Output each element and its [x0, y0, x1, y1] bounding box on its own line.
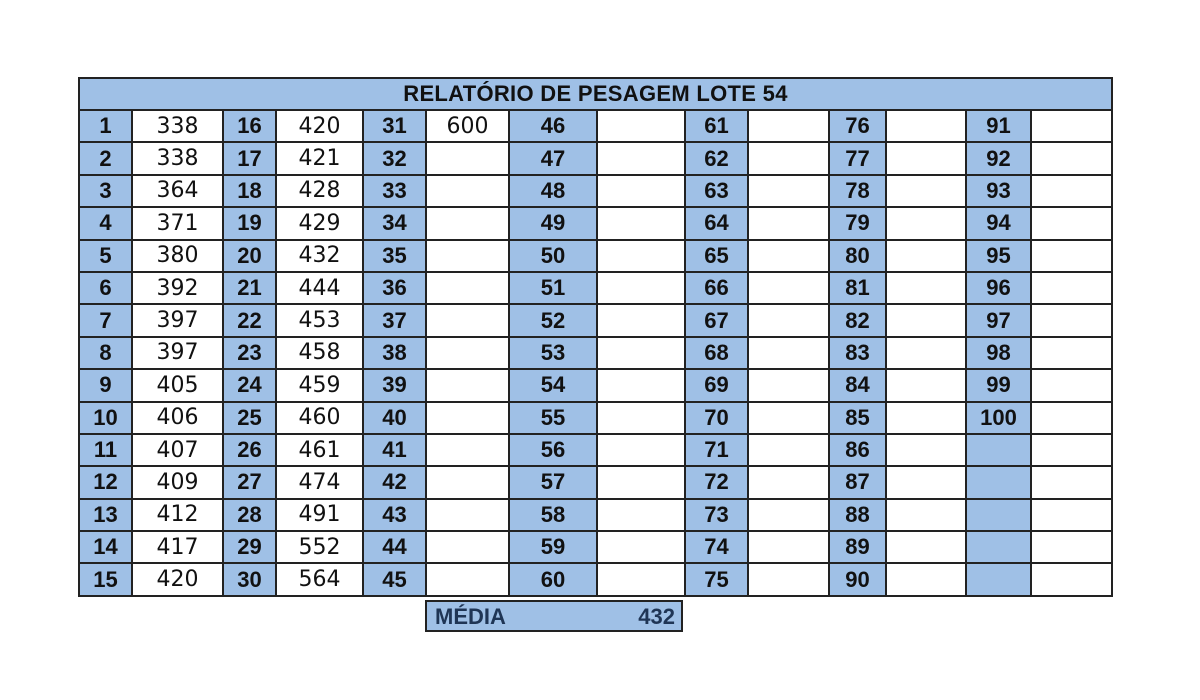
- table-row: [79, 402, 1112, 434]
- weight-cell: 444: [276, 272, 363, 304]
- weight-cell: [748, 175, 829, 207]
- weight-cell: [1031, 499, 1112, 531]
- animal-number-cell: 85: [829, 402, 886, 434]
- animal-number-cell: 74: [685, 531, 748, 563]
- weight-cell: [597, 304, 685, 336]
- weight-cell: [1031, 531, 1112, 563]
- animal-number-cell: 5: [79, 240, 132, 272]
- weight-cell: [1031, 142, 1112, 174]
- weight-cell: [426, 563, 509, 595]
- weight-cell: [748, 369, 829, 401]
- weighing-table: [78, 77, 1113, 597]
- animal-number-cell: 78: [829, 175, 886, 207]
- animal-number-cell: 93: [966, 175, 1031, 207]
- animal-number-cell: 1: [79, 110, 132, 142]
- weight-cell: [597, 110, 685, 142]
- weighing-report: [78, 77, 1113, 597]
- animal-number-cell: 87: [829, 466, 886, 498]
- weight-cell: [426, 434, 509, 466]
- table-row: [79, 369, 1112, 401]
- table-row: [79, 175, 1112, 207]
- animal-number-cell: 19: [223, 207, 276, 239]
- weight-cell: 564: [276, 563, 363, 595]
- weight-cell: [748, 110, 829, 142]
- weight-cell: [886, 142, 966, 174]
- animal-number-cell: 26: [223, 434, 276, 466]
- animal-number-cell: 89: [829, 531, 886, 563]
- weight-cell: 420: [132, 563, 223, 595]
- table-row: [79, 434, 1112, 466]
- report-title: RELATÓRIO DE PESAGEM LOTE 54: [79, 78, 1112, 110]
- animal-number-cell: 92: [966, 142, 1031, 174]
- animal-number-cell: 67: [685, 304, 748, 336]
- animal-number-cell: 59: [509, 531, 597, 563]
- animal-number-cell: 94: [966, 207, 1031, 239]
- weight-cell: 397: [132, 337, 223, 369]
- weight-cell: [597, 272, 685, 304]
- animal-number-cell: 76: [829, 110, 886, 142]
- animal-number-cell: [966, 499, 1031, 531]
- weight-cell: 417: [132, 531, 223, 563]
- animal-number-cell: 24: [223, 369, 276, 401]
- animal-number-cell: 9: [79, 369, 132, 401]
- weight-cell: [748, 142, 829, 174]
- weight-cell: 380: [132, 240, 223, 272]
- animal-number-cell: 17: [223, 142, 276, 174]
- animal-number-cell: 77: [829, 142, 886, 174]
- weight-cell: [597, 240, 685, 272]
- animal-number-cell: 43: [363, 499, 426, 531]
- weight-cell: [597, 466, 685, 498]
- weight-cell: [1031, 207, 1112, 239]
- weight-cell: [748, 272, 829, 304]
- animal-number-cell: 66: [685, 272, 748, 304]
- weight-cell: [597, 369, 685, 401]
- animal-number-cell: 11: [79, 434, 132, 466]
- animal-number-cell: 69: [685, 369, 748, 401]
- weight-cell: [886, 175, 966, 207]
- weight-cell: [1031, 369, 1112, 401]
- weight-cell: 409: [132, 466, 223, 498]
- weight-cell: [886, 466, 966, 498]
- weight-cell: [886, 207, 966, 239]
- animal-number-cell: [966, 563, 1031, 595]
- animal-number-cell: 65: [685, 240, 748, 272]
- animal-number-cell: 21: [223, 272, 276, 304]
- weight-cell: 371: [132, 207, 223, 239]
- weight-cell: [1031, 304, 1112, 336]
- weight-cell: 405: [132, 369, 223, 401]
- animal-number-cell: 84: [829, 369, 886, 401]
- weight-cell: [426, 499, 509, 531]
- animal-number-cell: 2: [79, 142, 132, 174]
- weight-cell: [748, 304, 829, 336]
- animal-number-cell: 96: [966, 272, 1031, 304]
- weight-cell: [886, 499, 966, 531]
- animal-number-cell: 35: [363, 240, 426, 272]
- table-row: [79, 240, 1112, 272]
- weight-cell: [748, 563, 829, 595]
- weight-cell: 429: [276, 207, 363, 239]
- weight-cell: [597, 499, 685, 531]
- animal-number-cell: 50: [509, 240, 597, 272]
- animal-number-cell: 4: [79, 207, 132, 239]
- animal-number-cell: 7: [79, 304, 132, 336]
- weight-cell: [748, 466, 829, 498]
- weight-cell: [597, 337, 685, 369]
- animal-number-cell: 90: [829, 563, 886, 595]
- weight-cell: [426, 531, 509, 563]
- animal-number-cell: 95: [966, 240, 1031, 272]
- weight-cell: [748, 402, 829, 434]
- weight-cell: [748, 240, 829, 272]
- animal-number-cell: 56: [509, 434, 597, 466]
- weight-cell: [748, 434, 829, 466]
- weight-cell: [597, 531, 685, 563]
- weight-cell: [886, 369, 966, 401]
- weight-cell: [886, 240, 966, 272]
- weight-cell: [1031, 402, 1112, 434]
- animal-number-cell: 32: [363, 142, 426, 174]
- animal-number-cell: 45: [363, 563, 426, 595]
- weight-cell: [597, 434, 685, 466]
- animal-number-cell: 27: [223, 466, 276, 498]
- weight-cell: [886, 272, 966, 304]
- animal-number-cell: 80: [829, 240, 886, 272]
- animal-number-cell: 39: [363, 369, 426, 401]
- weight-cell: [1031, 272, 1112, 304]
- weight-cell: [426, 272, 509, 304]
- weight-cell: [1031, 466, 1112, 498]
- weight-cell: [1031, 337, 1112, 369]
- weight-cell: [886, 402, 966, 434]
- animal-number-cell: 18: [223, 175, 276, 207]
- weight-cell: [426, 175, 509, 207]
- weight-cell: [426, 369, 509, 401]
- weight-cell: 407: [132, 434, 223, 466]
- table-row: [79, 466, 1112, 498]
- weight-cell: [748, 499, 829, 531]
- animal-number-cell: 81: [829, 272, 886, 304]
- weight-cell: [886, 110, 966, 142]
- weight-cell: [597, 402, 685, 434]
- weight-cell: 474: [276, 466, 363, 498]
- animal-number-cell: 33: [363, 175, 426, 207]
- weight-cell: [426, 402, 509, 434]
- animal-number-cell: 29: [223, 531, 276, 563]
- weight-cell: [426, 207, 509, 239]
- animal-number-cell: 58: [509, 499, 597, 531]
- animal-number-cell: 70: [685, 402, 748, 434]
- animal-number-cell: 22: [223, 304, 276, 336]
- animal-number-cell: 31: [363, 110, 426, 142]
- animal-number-cell: 73: [685, 499, 748, 531]
- weight-cell: 453: [276, 304, 363, 336]
- table-row: [79, 272, 1112, 304]
- animal-number-cell: 37: [363, 304, 426, 336]
- weight-cell: [426, 142, 509, 174]
- animal-number-cell: 71: [685, 434, 748, 466]
- weight-cell: 460: [276, 402, 363, 434]
- average-value: 432: [638, 604, 675, 629]
- weight-cell: 392: [132, 272, 223, 304]
- table-row: [79, 142, 1112, 174]
- animal-number-cell: 15: [79, 563, 132, 595]
- animal-number-cell: 86: [829, 434, 886, 466]
- animal-number-cell: 13: [79, 499, 132, 531]
- weight-cell: 338: [132, 110, 223, 142]
- weight-cell: [1031, 175, 1112, 207]
- average-label: MÉDIA: [435, 604, 506, 629]
- weight-cell: 412: [132, 499, 223, 531]
- weight-cell: [886, 304, 966, 336]
- animal-number-cell: [966, 434, 1031, 466]
- animal-number-cell: 42: [363, 466, 426, 498]
- animal-number-cell: 88: [829, 499, 886, 531]
- animal-number-cell: 47: [509, 142, 597, 174]
- table-row: [79, 207, 1112, 239]
- animal-number-cell: 72: [685, 466, 748, 498]
- animal-number-cell: [966, 531, 1031, 563]
- average-box: [425, 600, 683, 632]
- animal-number-cell: 44: [363, 531, 426, 563]
- animal-number-cell: 57: [509, 466, 597, 498]
- weight-cell: [426, 304, 509, 336]
- animal-number-cell: 51: [509, 272, 597, 304]
- animal-number-cell: 61: [685, 110, 748, 142]
- table-row: [79, 563, 1112, 595]
- animal-number-cell: 91: [966, 110, 1031, 142]
- weight-cell: [597, 563, 685, 595]
- weight-cell: [748, 337, 829, 369]
- weight-cell: [426, 337, 509, 369]
- animal-number-cell: 20: [223, 240, 276, 272]
- weight-cell: [597, 142, 685, 174]
- table-row: [79, 110, 1112, 142]
- weight-cell: [1031, 434, 1112, 466]
- weight-cell: 461: [276, 434, 363, 466]
- animal-number-cell: 36: [363, 272, 426, 304]
- animal-number-cell: 97: [966, 304, 1031, 336]
- animal-number-cell: 68: [685, 337, 748, 369]
- table-row: [79, 304, 1112, 336]
- animal-number-cell: 40: [363, 402, 426, 434]
- weight-cell: [886, 434, 966, 466]
- animal-number-cell: 8: [79, 337, 132, 369]
- animal-number-cell: 63: [685, 175, 748, 207]
- animal-number-cell: 6: [79, 272, 132, 304]
- animal-number-cell: 62: [685, 142, 748, 174]
- weight-cell: 397: [132, 304, 223, 336]
- animal-number-cell: 83: [829, 337, 886, 369]
- table-row: [79, 499, 1112, 531]
- animal-number-cell: 64: [685, 207, 748, 239]
- animal-number-cell: 98: [966, 337, 1031, 369]
- animal-number-cell: 34: [363, 207, 426, 239]
- weight-cell: 432: [276, 240, 363, 272]
- animal-number-cell: 75: [685, 563, 748, 595]
- weight-cell: [597, 175, 685, 207]
- animal-number-cell: 54: [509, 369, 597, 401]
- animal-number-cell: 14: [79, 531, 132, 563]
- weight-cell: 421: [276, 142, 363, 174]
- weight-cell: [1031, 110, 1112, 142]
- animal-number-cell: 79: [829, 207, 886, 239]
- weight-cell: [886, 337, 966, 369]
- weight-cell: 491: [276, 499, 363, 531]
- animal-number-cell: [966, 466, 1031, 498]
- animal-number-cell: 99: [966, 369, 1031, 401]
- weight-cell: [426, 240, 509, 272]
- animal-number-cell: 49: [509, 207, 597, 239]
- animal-number-cell: 46: [509, 110, 597, 142]
- weight-cell: 420: [276, 110, 363, 142]
- weight-cell: 600: [426, 110, 509, 142]
- weight-cell: 338: [132, 142, 223, 174]
- weight-cell: [1031, 563, 1112, 595]
- weight-cell: 364: [132, 175, 223, 207]
- table-row: [79, 337, 1112, 369]
- animal-number-cell: 16: [223, 110, 276, 142]
- weight-cell: [426, 466, 509, 498]
- animal-number-cell: 28: [223, 499, 276, 531]
- weight-cell: [748, 531, 829, 563]
- animal-number-cell: 53: [509, 337, 597, 369]
- weight-cell: [597, 207, 685, 239]
- animal-number-cell: 55: [509, 402, 597, 434]
- animal-number-cell: 52: [509, 304, 597, 336]
- weight-cell: 459: [276, 369, 363, 401]
- animal-number-cell: 25: [223, 402, 276, 434]
- weight-cell: 552: [276, 531, 363, 563]
- animal-number-cell: 60: [509, 563, 597, 595]
- weight-cell: [886, 563, 966, 595]
- table-row: [79, 531, 1112, 563]
- animal-number-cell: 30: [223, 563, 276, 595]
- animal-number-cell: 82: [829, 304, 886, 336]
- weight-cell: 458: [276, 337, 363, 369]
- animal-number-cell: 10: [79, 402, 132, 434]
- animal-number-cell: 3: [79, 175, 132, 207]
- weight-cell: [1031, 240, 1112, 272]
- animal-number-cell: 48: [509, 175, 597, 207]
- weight-cell: [748, 207, 829, 239]
- animal-number-cell: 38: [363, 337, 426, 369]
- weight-cell: 428: [276, 175, 363, 207]
- animal-number-cell: 41: [363, 434, 426, 466]
- animal-number-cell: 100: [966, 402, 1031, 434]
- animal-number-cell: 23: [223, 337, 276, 369]
- animal-number-cell: 12: [79, 466, 132, 498]
- weight-cell: [886, 531, 966, 563]
- weight-cell: 406: [132, 402, 223, 434]
